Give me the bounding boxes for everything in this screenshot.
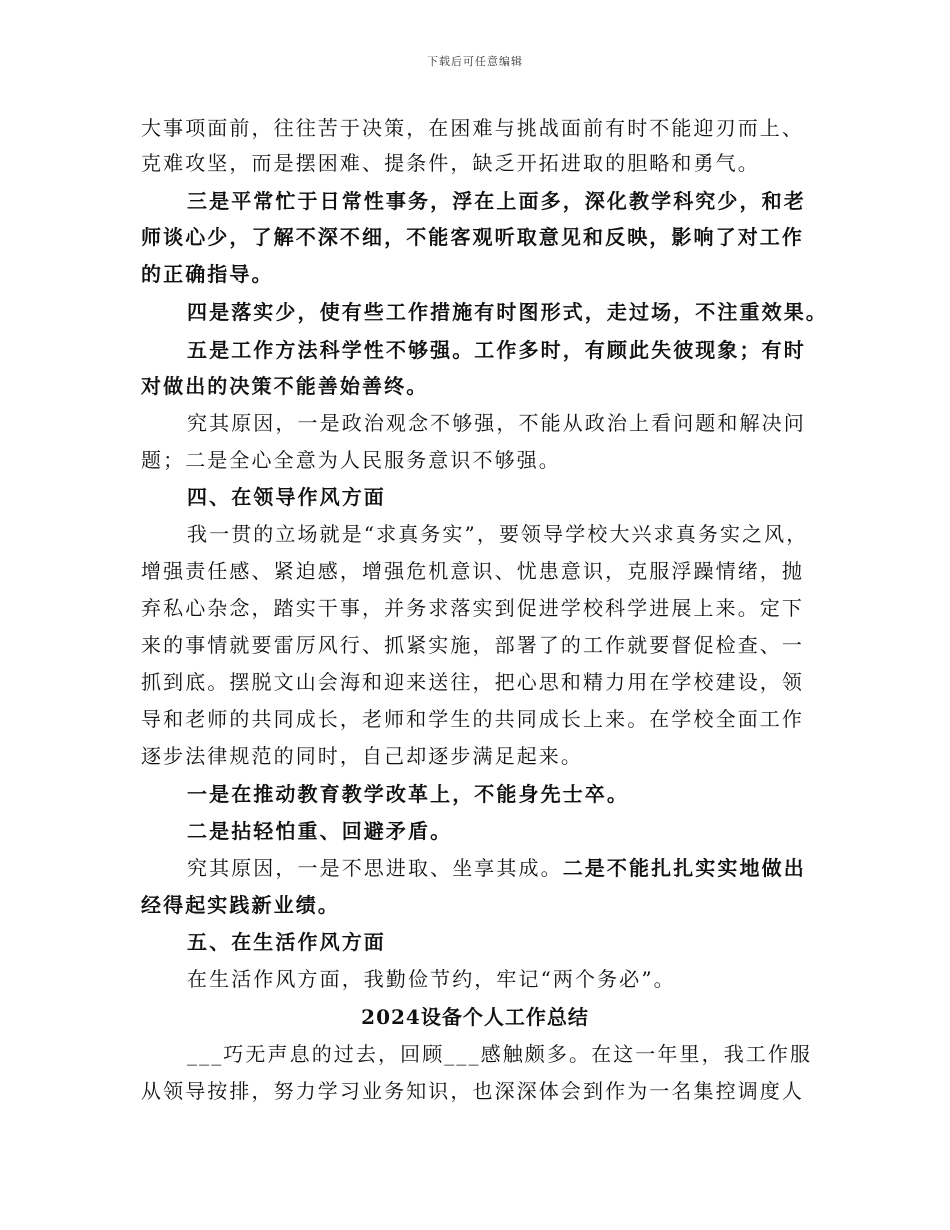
- section-heading: 四、在领导作风方面: [187, 485, 386, 509]
- paragraph-line: 究其原因，一是政治观念不够强，不能从政治上看问题和解决问: [187, 411, 806, 435]
- paragraph-line: 对做出的决策不能善始善终。: [141, 374, 429, 398]
- paragraph-line: 一是在推动教育教学改革上，不能身先士卒。: [187, 782, 629, 806]
- paragraph-line: [187, 853, 806, 883]
- paragraph-line: 题；二是全心全意为人民服务意识不够强。: [141, 448, 561, 472]
- paragraph-line: 克难攻坚，而是摆困难、提条件，缺乏开拓进取的胆略和勇气。: [141, 151, 760, 175]
- section-heading: 五、在生活作风方面: [187, 930, 386, 954]
- paragraph-line: 大事项面前，往往苦于决策，在困难与挑战面前有时不能迎刃而上、: [141, 116, 804, 140]
- paragraph-line: 抓到底。摆脱文山会海和迎来送往，把心思和精力用在学校建设，领: [141, 670, 804, 694]
- paragraph-text-bold: 二是不能扎扎实实地做出: [562, 856, 806, 880]
- document-title: 2024设备个人工作总结: [361, 1005, 589, 1029]
- paragraph-line: ___巧无声息的过去，回顾___感触颇多。在这一年里，我工作服: [187, 1042, 813, 1066]
- paragraph-line: 导和老师的共同成长，老师和学生的共同成长上来。在学校全面工作: [141, 707, 804, 731]
- paragraph-line: 增强责任感、紧迫感，增强危机意识、忧患意识，克服浮躁情绪，抛: [141, 559, 804, 583]
- paragraph-line: 弃私心杂念，踏实干事，并务求落实到促进学校科学进展上来。定下: [141, 596, 804, 620]
- paragraph-line: 五是工作方法科学性不够强。工作多时，有顾此失彼现象；有时: [187, 338, 806, 362]
- paragraph-line: 三是平常忙于日常性事务，浮在上面多，深化教学科究少，和老: [187, 189, 806, 213]
- paragraph-line: 逐步法律规范的同时，自己却逐步满足起来。: [141, 744, 583, 768]
- paragraph-text: 究其原因，一是不思进取、坐享其成。: [187, 856, 563, 880]
- paragraph-line: 的正确指导。: [141, 262, 274, 286]
- paragraph-line: 经得起实践新业绩。: [141, 893, 340, 917]
- paragraph-line: 师谈心少，了解不深不细，不能客观听取意见和反映，影响了对工作: [141, 225, 804, 249]
- paragraph-line: 来的事情就要雷厉风行、抓紧实施，部署了的工作就要督促检查、一: [141, 633, 804, 657]
- paragraph-line: 从领导按排，努力学习业务知识，也深深体会到作为一名集控调度人: [141, 1079, 804, 1103]
- page-header: 下载后可任意编辑: [427, 55, 523, 68]
- paragraph-line: 四是落实少，使有些工作措施有时图形式，走过场，不注重效果。: [187, 300, 828, 324]
- paragraph-line: 在生活作风方面，我勤俭节约，牢记“两个务必”。: [187, 967, 676, 991]
- paragraph-line: 我一贯的立场就是“求真务实”，要领导学校大兴求真务实之风，: [187, 522, 809, 546]
- paragraph-line: 二是拈轻怕重、回避矛盾。: [187, 819, 453, 843]
